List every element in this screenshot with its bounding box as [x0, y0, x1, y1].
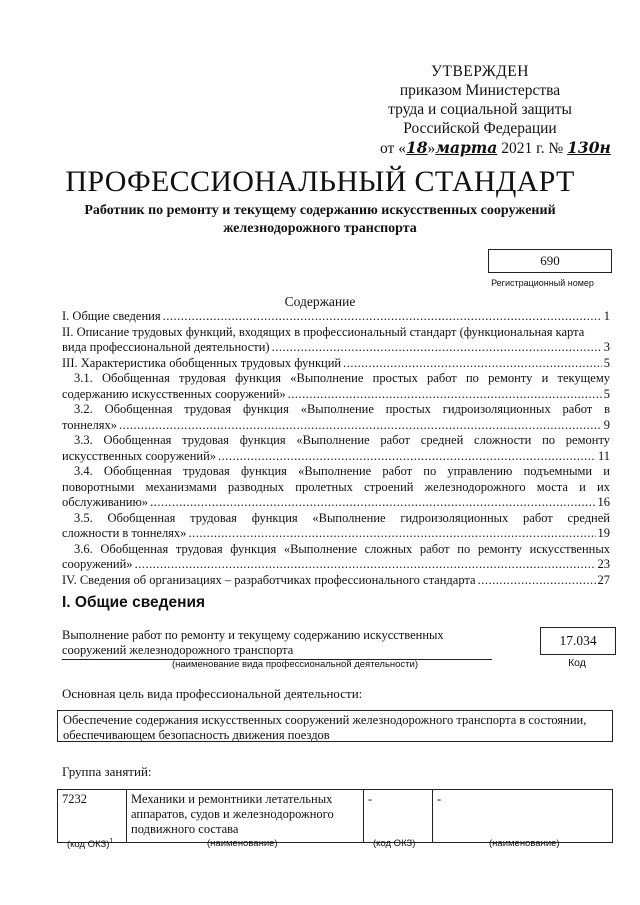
caption-name: (наименование) — [207, 838, 278, 849]
toc-item[interactable]: III. Характеристика обобщенных трудовых функций ..... 5 — [62, 356, 610, 372]
toc-page: 3 — [603, 340, 610, 354]
handwritten-month: марта — [435, 138, 498, 157]
caption-name-2: (наименование) — [489, 838, 560, 849]
handwritten-number: 130н — [567, 138, 611, 157]
toc-item[interactable]: 3.5. Обобщенная трудовая функция «Выполнение гидроизоляционных работ средней сложности в тоннелях» ..... 19 — [62, 511, 610, 542]
toc-page: 23 — [597, 557, 610, 571]
registration-number-box: 690 — [488, 249, 612, 273]
caption-code: (код ОКЗ)$^1$ — [67, 838, 114, 851]
toc-item[interactable]: 3.2. Обобщенная трудовая функция «Выполнение простых гидроизоляционных работ в тоннелях» ..... 9 — [62, 402, 610, 433]
registration-number-label: Регистрационный номер — [491, 278, 594, 288]
subtitle-line: железнодорожного транспорта — [223, 221, 417, 236]
goal-label: Основная цель вида профессиональной деятельности: — [62, 686, 363, 701]
approval-line: приказом Министерства — [399, 82, 561, 99]
page-title: ПРОФЕССИОНАЛЬНЫЙ СТАНДАРТ — [65, 165, 575, 198]
handwritten-day: 18 — [405, 138, 428, 157]
footnote-mark[interactable]: 1 — [109, 838, 114, 845]
toc-item[interactable]: IV. Сведения об организациях – разработчиках профессионального стандарта ..... 27 — [62, 573, 610, 589]
toc-item[interactable]: 3.6. Обобщенная трудовая функция «Выполнение сложных работ по ремонту искусственных сооружений» ..... 23 — [62, 542, 610, 573]
toc-item[interactable]: I. Общие сведения ..... 1 — [62, 309, 610, 325]
occupation-group-label: Группа занятий: — [62, 764, 152, 779]
toc-page: 11 — [597, 448, 610, 463]
subtitle-line: Работник по ремонту и текущему содержанию искусственных сооружений — [84, 203, 556, 218]
toc-item[interactable]: 3.1. Обобщенная трудовая функция «Выполнение простых работ по ремонту и текущему содержанию искусственных сооружений» ..... 5 — [62, 371, 610, 402]
occupation-table — [57, 789, 613, 843]
approval-line: УТВЕРЖДЕН — [431, 63, 529, 80]
toc-item[interactable]: 3.3. Обобщенная трудовая функция «Выполнение работ средней сложности по ремонту искусственных сооружений» ..... 11 — [62, 433, 610, 464]
code-caption: Код — [568, 657, 586, 669]
activity-code-box: 17.034 — [540, 627, 616, 655]
occupation-name-cell: Механики и ремонтники летательных аппаратов, судов и железнодорожного подвижного состава — [127, 790, 364, 843]
toc-page: 16 — [597, 495, 610, 509]
toc-page: 19 — [597, 526, 610, 540]
table-row — [58, 790, 613, 843]
section-heading: I. Общие сведения — [62, 594, 206, 611]
activity-caption: (наименование вида профессиональной деятельности) — [171, 659, 419, 670]
okz-code-cell-2: - — [364, 790, 433, 843]
toc-page: 5 — [603, 386, 610, 401]
toc-page: 5 — [603, 355, 610, 370]
standard-subtitle — [40, 202, 600, 238]
occupation-name-cell-2: - — [433, 790, 613, 843]
table-of-contents — [62, 309, 610, 588]
toc-page: 9 — [603, 417, 610, 432]
okz-code-cell: 7232 — [58, 790, 127, 843]
goal-box: Обеспечение содержания искусственных сооружений железнодорожного транспорта в состоянии, обеспечивающем безопасность движения поездов — [57, 710, 613, 742]
approval-block — [380, 62, 611, 158]
toc-item[interactable]: 3.4. Обобщенная трудовая функция «Выполнение работ по управлению подъемными и поворотными механизмами разводных пролетных строений железнодорожного моста и их обслуживанию» ..... 16 — [62, 464, 610, 511]
approval-line: труда и социальной защиты — [388, 101, 572, 118]
date-mid: » — [427, 140, 436, 157]
toc-page: 27 — [597, 572, 610, 587]
toc-item[interactable]: II. Описание трудовых функций, входящих в профессиональный стандарт (функциональная карта вида профессиональной деятельности) ..... 3 — [62, 325, 610, 356]
caption-code-2: (код ОКЗ) — [373, 838, 416, 849]
date-year: 2021 г. № — [501, 140, 564, 157]
approval-date-line — [380, 138, 611, 158]
activity-name: Выполнение работ по ремонту и текущему содержанию искусственных сооружений железнодорожного транспорта — [62, 628, 492, 660]
date-prefix: от « — [380, 140, 406, 157]
approval-line: Российской Федерации — [403, 120, 557, 137]
toc-title: Содержание — [284, 294, 356, 309]
toc-page: 1 — [603, 309, 610, 323]
